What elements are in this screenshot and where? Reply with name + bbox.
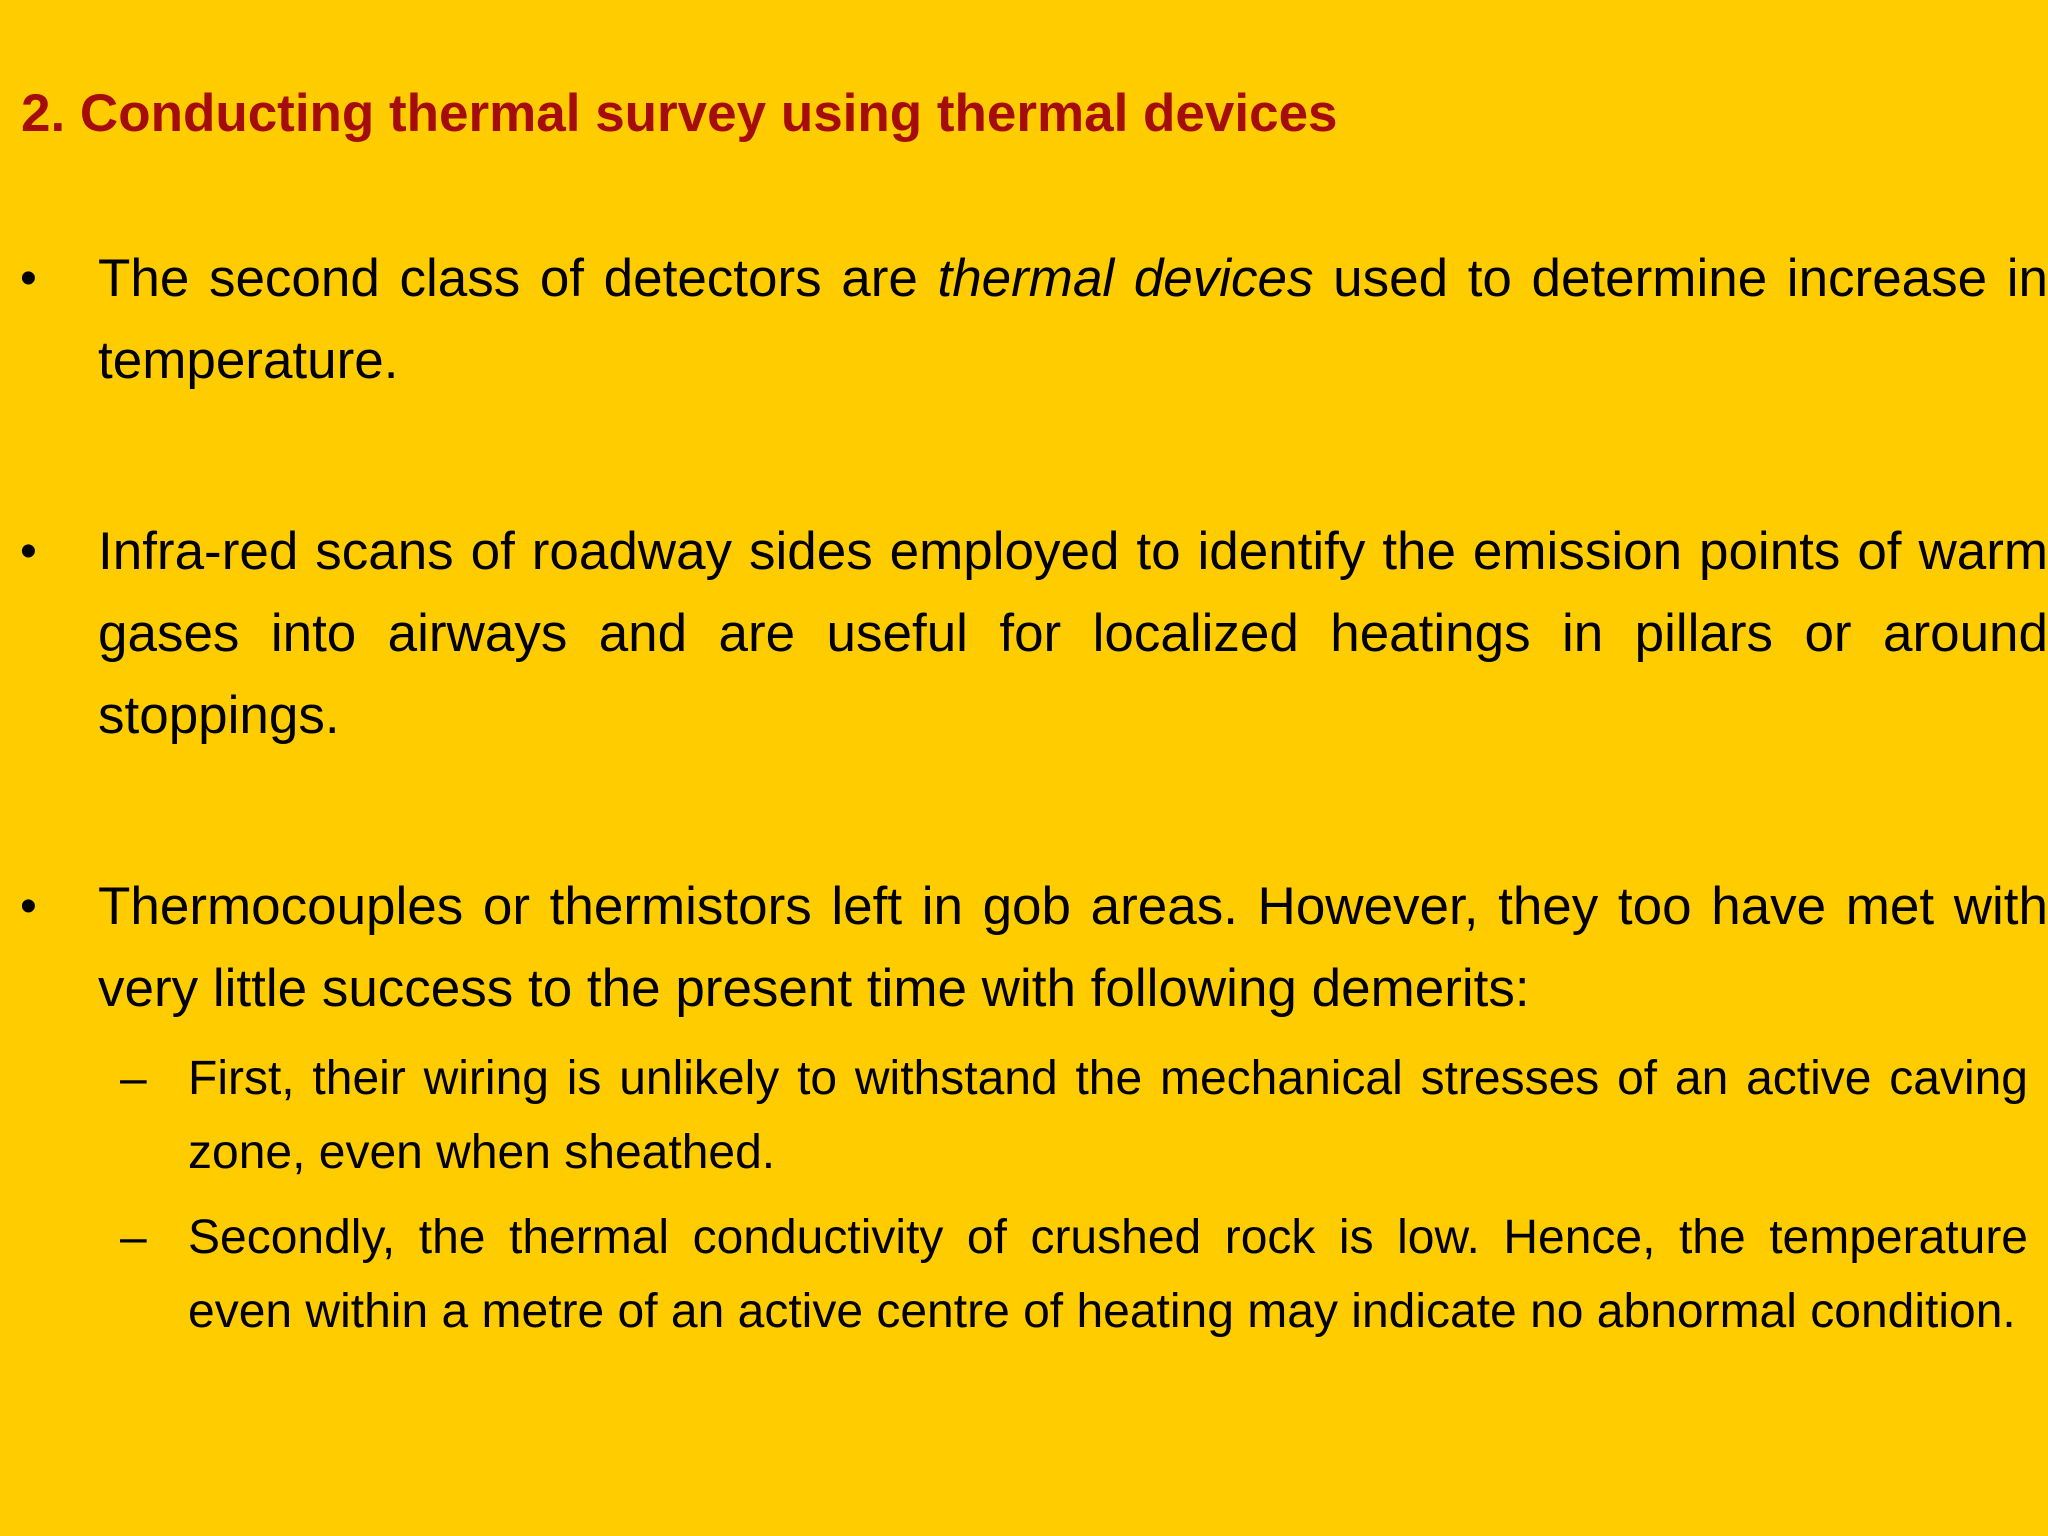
dash-marker: – bbox=[120, 1211, 147, 1264]
bullet-text-emphasis: thermal devices bbox=[937, 249, 1314, 308]
bullet-text: Thermocouples or thermistors left in gob areas. However, they too have met with very little success to the present time with following demerits: bbox=[98, 877, 2048, 1018]
bullet-marker: • bbox=[20, 525, 37, 578]
bullet-text-part: used to determine increase in temperature. bbox=[98, 249, 2048, 390]
sub-item-text: First, their wiring is unlikely to withstand the mechanical stresses of an active caving zone, even when sheathed. bbox=[188, 1052, 2028, 1179]
bullet-text-part: The second class of detectors are bbox=[98, 249, 938, 308]
bullet-text bbox=[98, 238, 2048, 402]
bullet-marker: • bbox=[20, 880, 37, 933]
slide-title: 2. Conducting thermal survey using thermal devices bbox=[21, 84, 1338, 143]
bullet-text: Infra-red scans of roadway sides employed to identify the emission points of warm gases into airways and are useful for localized heatings in pillars or around stoppings. bbox=[98, 522, 2048, 745]
sub-item-text: Secondly, the thermal conductivity of crushed rock is low. Hence, the temperature even within a metre of an active centre of heating may indicate no abnormal condition. bbox=[188, 1211, 2028, 1338]
bullet-marker: • bbox=[20, 252, 37, 305]
dash-marker: – bbox=[120, 1052, 147, 1105]
